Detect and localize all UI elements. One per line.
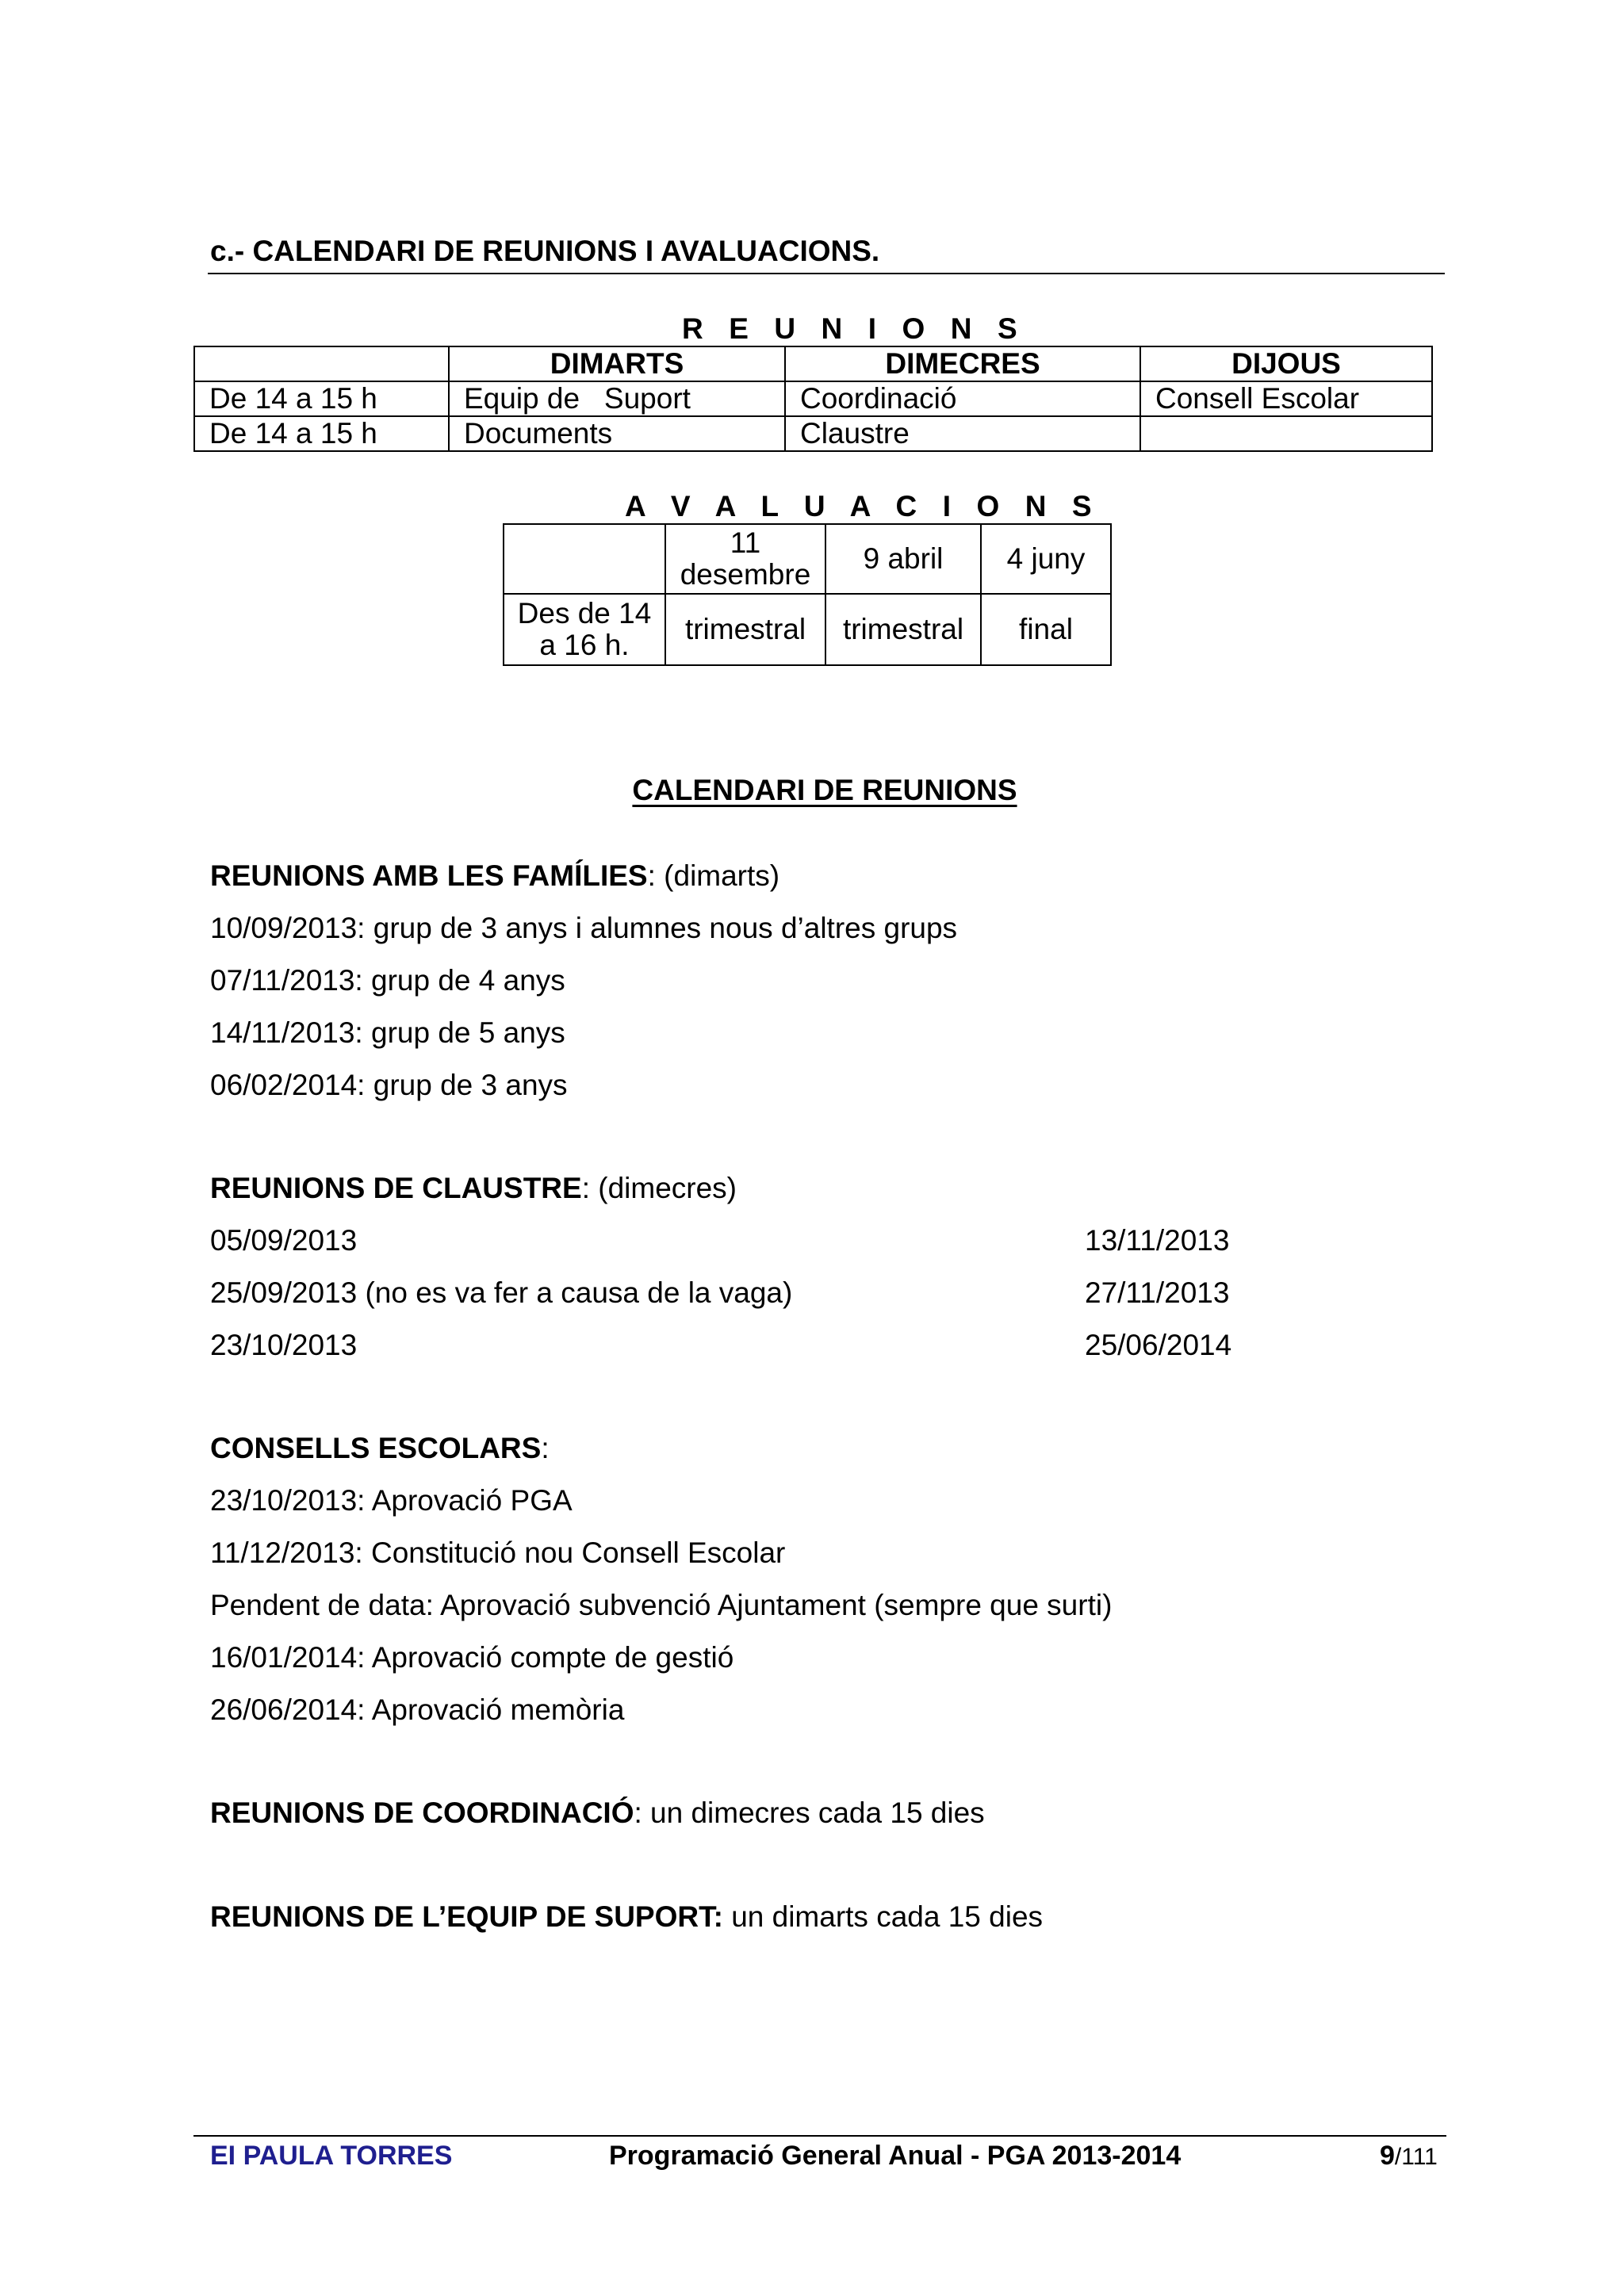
table-cell: trimestral (825, 594, 981, 665)
consells-heading (210, 1432, 550, 1465)
reunions-table (193, 346, 1433, 452)
table-cell: final (981, 594, 1111, 665)
suport-line (210, 1900, 1043, 1934)
reunions-header-cell: DIMECRES (785, 346, 1140, 381)
list-item: Pendent de data: Aprovació subvenció Ajuntament (sempre que surti) (210, 1589, 1113, 1621)
section-heading: c.- CALENDARI DE REUNIONS I AVALUACIONS. (210, 235, 880, 267)
claustre-label: REUNIONS DE CLAUSTRE (210, 1172, 582, 1204)
suport-label: REUNIONS DE L’EQUIP DE SUPORT: (210, 1900, 723, 1933)
table-row (504, 524, 1111, 594)
table-cell: Coordinació (785, 381, 1140, 416)
families-suffix: : (dimarts) (647, 859, 780, 892)
table-cell: 4 juny (981, 524, 1111, 594)
list-item: 25/09/2013 (no es va fer a causa de la vaga) (210, 1276, 793, 1309)
list-item: 11/12/2013: Constitució nou Consell Escolar (210, 1536, 786, 1569)
table-cell: trimestral (665, 594, 825, 665)
consells-suffix: : (541, 1432, 550, 1464)
table-cell: Equip de Suport (449, 381, 785, 416)
footer-school-name: EI PAULA TORRES (210, 2141, 453, 2171)
list-item: 23/10/2013: Aprovació PGA (210, 1484, 573, 1517)
avaluacions-table-title: A V A L U A C I O N S (625, 490, 1101, 522)
table-cell: Documents (449, 416, 785, 451)
list-item: 07/11/2013: grup de 4 anys (210, 964, 565, 997)
list-item: 25/06/2014 (1085, 1329, 1232, 1361)
list-item: 27/11/2013 (1085, 1276, 1230, 1309)
calendari-heading: CALENDARI DE REUNIONS (632, 774, 1017, 806)
coordinacio-label: REUNIONS DE COORDINACIÓ (210, 1797, 634, 1829)
reunions-header-row (194, 346, 1432, 381)
list-item: 10/09/2013: grup de 3 anys i alumnes nous d’altres grups (210, 912, 958, 944)
table-cell: Des de 14 a 16 h. (504, 594, 665, 665)
list-item: 13/11/2013 (1085, 1224, 1230, 1257)
table-row (504, 594, 1111, 665)
avaluacions-table (503, 523, 1112, 666)
footer-document-title: Programació General Anual - PGA 2013-2014 (609, 2141, 1182, 2171)
table-cell: 9 abril (825, 524, 981, 594)
table-cell: Claustre (785, 416, 1140, 451)
claustre-suffix: : (dimecres) (581, 1172, 737, 1204)
families-label: REUNIONS AMB LES FAMÍLIES (210, 859, 648, 892)
coordinacio-line (210, 1797, 985, 1830)
page-number (1380, 2141, 1438, 2172)
families-heading (210, 859, 779, 893)
footer-divider (193, 2135, 1446, 2137)
list-item: 06/02/2014: grup de 3 anys (210, 1069, 568, 1101)
table-cell (504, 524, 665, 594)
consells-label: CONSELLS ESCOLARS (210, 1432, 542, 1464)
table-cell: De 14 a 15 h (194, 416, 449, 451)
table-cell: 11 desembre (665, 524, 825, 594)
table-row (194, 381, 1432, 416)
list-item: 16/01/2014: Aprovació compte de gestió (210, 1641, 734, 1674)
table-row (194, 416, 1432, 451)
claustre-heading (210, 1172, 737, 1205)
coordinacio-suffix: : un dimecres cada 15 dies (634, 1797, 985, 1829)
list-item: 23/10/2013 (210, 1329, 358, 1361)
table-cell (1140, 416, 1432, 451)
list-item: 14/11/2013: grup de 5 anys (210, 1016, 565, 1049)
reunions-header-cell (194, 346, 449, 381)
table-cell: De 14 a 15 h (194, 381, 449, 416)
table-cell: Consell Escolar (1140, 381, 1432, 416)
list-item: 26/06/2014: Aprovació memòria (210, 1693, 625, 1726)
page-total: /111 (1394, 2144, 1438, 2170)
reunions-header-cell: DIJOUS (1140, 346, 1432, 381)
heading-divider (208, 273, 1445, 274)
list-item: 05/09/2013 (210, 1224, 358, 1257)
reunions-header-cell: DIMARTS (449, 346, 785, 381)
page-current: 9 (1380, 2141, 1395, 2171)
reunions-table-title: R E U N I O N S (682, 312, 1026, 345)
suport-suffix: un dimarts cada 15 dies (722, 1900, 1044, 1933)
